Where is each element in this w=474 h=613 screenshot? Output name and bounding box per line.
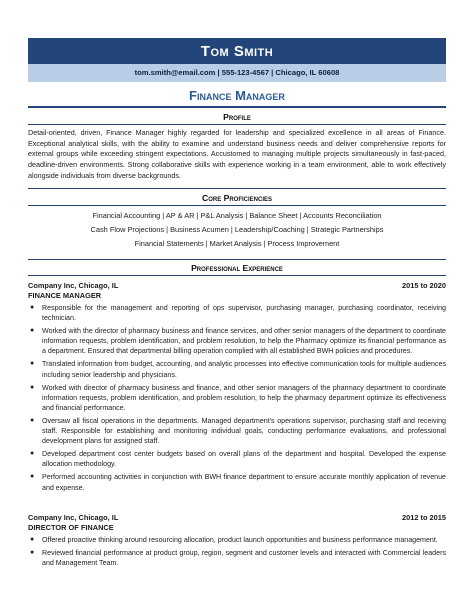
proficiency-line-1: Financial Accounting | AP & AR | P&L Analysis | Balance Sheet | Accounts Reconciliation bbox=[92, 211, 382, 220]
bullet-icon: ● bbox=[30, 304, 35, 311]
job-1-company: Company Inc, Chicago, IL bbox=[28, 281, 119, 290]
job-2-bullets bbox=[28, 535, 446, 568]
bullet-icon: ● bbox=[30, 473, 35, 481]
job-2-dates: 2012 to 2015 bbox=[402, 513, 446, 522]
job-1-bullets bbox=[28, 303, 446, 493]
list-item: ● Reviewed financial performance at product group, region, segment and customer levels and interacted with Commercial leaders and Management Team. bbox=[30, 549, 446, 568]
bullet-icon: ● bbox=[30, 450, 35, 458]
profile-text: Detail-oriented, driven, Finance Manager highly regarded for leadership and specialized excellence in all areas of Finance. Exceptional analytical skills, with the ability to examine and understand business needs and deliver comprehensive reports for external groups while exceeding stringent expectations. Accustomed to managing multiple projects simultaneously in fast-paced, deadline-driven environments. Strong collaborative skills with experience working in a team environment, able to work effectively alongside individuals from diverse backgrounds. bbox=[28, 128, 446, 180]
bullet-icon: ● bbox=[30, 360, 35, 368]
proficiencies-heading: Core Proficiencies bbox=[202, 193, 272, 203]
list-item: ● Oversaw all fiscal operations in the departments. Managed department's operations supervisor, purchasing staff and receiving staff. Responsible for establishing and monitoring individual goals, conducting performance evaluations, and professional development plans for assigned staff. bbox=[30, 416, 446, 446]
bullet-icon: ● bbox=[30, 416, 35, 424]
proficiency-line-3: Financial Statements | Market Analysis | Process Improvement bbox=[134, 239, 340, 248]
job-1-dates: 2015 to 2020 bbox=[402, 281, 446, 290]
list-item: ● Developed department cost center budgets based on overall plans of the department and hospital. Developed the expense allocation methodology. bbox=[30, 450, 446, 469]
job-2-role: DIRECTOR OF FINANCE bbox=[28, 523, 114, 532]
bullet-icon: ● bbox=[30, 327, 35, 335]
experience-heading: Professional Experience bbox=[191, 263, 283, 273]
candidate-name: Tom Smith bbox=[200, 43, 274, 60]
proficiencies-top-divider bbox=[28, 188, 446, 189]
list-item: ● Responsible for the management and reporting of ops supervisor, purchasing manager, purchasing coordinator, receiving technician. bbox=[30, 304, 446, 323]
job-2-company: Company Inc, Chicago, IL bbox=[28, 513, 119, 522]
experience-top-divider bbox=[28, 259, 446, 260]
proficiencies-divider bbox=[28, 205, 446, 206]
title-divider bbox=[28, 106, 446, 108]
proficiency-line-2: Cash Flow Projections | Business Acumen | Leadership/Coaching | Strategic Partnerships bbox=[90, 225, 384, 234]
contact-info: tom.smith@email.com | 555-123-4567 | Chicago, IL 60608 bbox=[134, 68, 340, 77]
list-item: ● Performed accounting activities in conjunction with BWH finance department to ensure accurate monthly application of revenue and expense. bbox=[30, 473, 446, 492]
list-item: ● Worked with director of pharmacy business and finance, and other senior managers of the pharmacy department to coordinate information requests, problem identification, and problem resolution, to help the pharmacy department optimize its effectiveness and financial performance. bbox=[30, 383, 446, 412]
name-banner bbox=[28, 38, 446, 64]
bullet-icon: ● bbox=[30, 549, 35, 557]
profile-heading: Profile bbox=[223, 112, 251, 122]
profile-divider bbox=[28, 124, 446, 125]
bullet-icon: ● bbox=[30, 383, 35, 391]
bullet-icon: ● bbox=[30, 536, 35, 543]
list-item: ● Worked with the director of pharmacy business and finance services, and other senior managers of the department to coordinate information requests, problem identification, and problem resolution, to help the Pharmacy optimize its financial performance as a department. Ensured that departmental billing operation complied with all established BWH policies and procedures. bbox=[30, 327, 446, 356]
list-item: ● Translated information from budget, accounting, and analytic processes into effective communication tools for multiple audiences including senior leadership and physicians. bbox=[30, 360, 446, 379]
job-title: Finance Manager bbox=[189, 88, 285, 103]
list-item: ● Offered proactive thinking around resourcing allocation, product launch opportunities and business performance management. bbox=[30, 536, 438, 544]
experience-divider bbox=[28, 275, 446, 276]
contact-banner bbox=[28, 64, 446, 82]
job-1-role: FINANCE MANAGER bbox=[28, 291, 102, 300]
